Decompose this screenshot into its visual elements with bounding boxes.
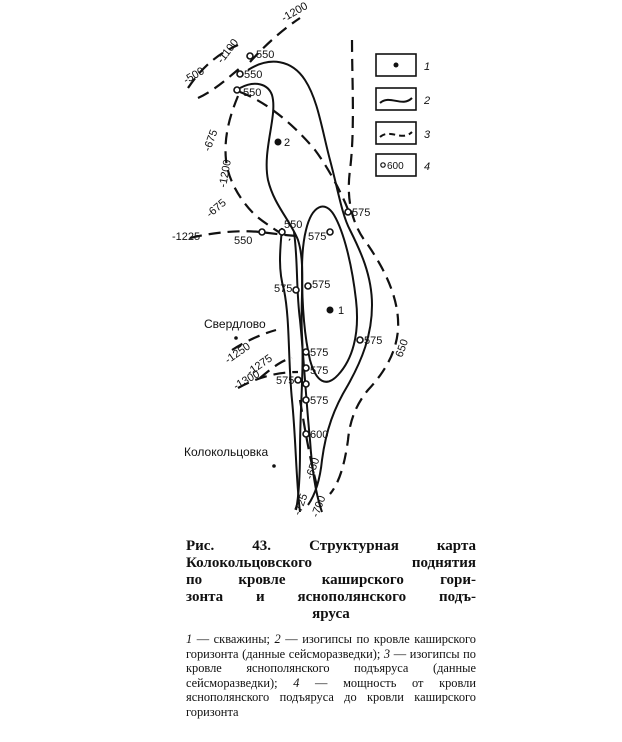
well-marker-575-h [295,377,301,383]
label-575-i: 575 [310,395,329,407]
legend-text-n4: 4 [293,675,300,690]
well-marker-575-j [303,381,309,387]
well-marker-550-b [237,71,243,77]
label-600: 600 [310,429,329,441]
legend-text-t4: — мощность от кровли яснополянского подъяруса до кровли каширского горизонта [186,675,476,719]
label-iso-m1200-top: -1200 [279,0,310,25]
well-marker-600 [303,431,309,437]
label-iso-m1250: -1250 [222,340,253,367]
well-marker-575-c [293,287,299,293]
town-sverdlovo-dot [234,336,238,340]
legend-text-t3: — изогипсы по кровле яснополянского подъяруса (данные сейсморазведки); [186,646,476,690]
well-marker-575-i [303,397,309,403]
label-575-d: 575 [312,279,331,291]
legend-thickness-icon [381,163,385,167]
label-iso-m700: -700 [309,494,329,520]
map-legend [376,54,431,176]
legend-number-3: 3 [424,129,431,141]
legend-well-icon [394,63,399,68]
well-marker-575-d [305,283,311,289]
town-kolokoltsovka-label: Колокольцовка [184,445,269,459]
well-marker-550-c [234,87,240,93]
label-iso-m1100: -1100 [214,36,242,66]
label-iso-m1200-left: -1200 [217,158,234,189]
label-550-d: 550 [284,219,303,231]
caption-line-3: по кровле каширского гори- [186,572,476,588]
well-marker-575-g [303,365,309,371]
legend-number-4: 4 [424,161,431,173]
well-marker-550-e [259,229,265,235]
well-1-dot [327,307,334,314]
label-iso-m1300: -1300 [231,368,262,393]
label-iso-m1275: -1275 [244,352,275,379]
label-550-c: 550 [243,87,262,99]
isohypse-dashed-outer [330,40,398,494]
caption-line-4: зонта и яснополянского подъ- [186,589,476,605]
label-550-b: 550 [244,69,263,81]
label-575-f: 575 [310,347,329,359]
label-iso-m650-bottom: -650 [303,456,323,482]
label-550-a: 550 [256,49,275,61]
legend-number-1: 1 [424,61,431,73]
legend-sample-value: 600 [387,161,404,172]
well-marker-575-e [357,337,363,343]
label-iso-650-right: 650 [393,337,412,360]
legend-text-n1: 1 [186,632,193,646]
label-575-a: 575 [352,207,371,219]
label-iso-m500: -500 [181,65,207,87]
label-well-2: 2 [284,137,291,149]
legend-description [186,632,476,720]
well-marker-550-a [247,53,253,59]
label-575-h: 575 [276,375,295,387]
label-iso-m675-a: -675 [201,128,221,154]
isohypse-dashed-inner-right [240,92,350,215]
well-2-dot [275,139,282,146]
label-575-b: 575 [308,231,327,243]
caption-line-2: Колокольцовского поднятия [186,555,476,571]
legend-dashed-line-icon [380,132,412,137]
well-marker-575-b [327,229,333,235]
label-iso-m725: -725 [291,492,311,518]
label-575-c: 575 [274,283,293,295]
legend-text-t1: — скважины; [192,632,275,646]
label-575-e: 575 [364,335,383,347]
legend-text-n3: 3 [383,646,391,661]
well-marker-575-a [345,209,351,215]
figure-caption [186,538,476,623]
label-575-g: 575 [310,365,329,377]
town-kolokoltsovka-dot [272,464,276,468]
label-well-1: 1 [338,305,345,317]
well-marker-575-f [303,349,309,355]
isohypse-dashed-675 [226,96,291,240]
legend-text-n2: 2 [274,632,281,646]
legend-text-t2: — изогипсы по кровле каширского горизонта (данные сейсморазведки); [186,632,476,661]
label-iso-m675-b: -675 [204,196,229,221]
legend-solid-line-icon [380,98,412,103]
town-sverdlovo-label: Свердлово [204,317,266,331]
label-550-e: 550 [234,235,253,247]
caption-line-1: Рис. 43. Структурная карта [186,538,476,554]
legend-number-2: 2 [424,95,431,107]
label-iso-m1225: -1225 [172,231,201,243]
caption-line-5: яруса [312,606,350,622]
